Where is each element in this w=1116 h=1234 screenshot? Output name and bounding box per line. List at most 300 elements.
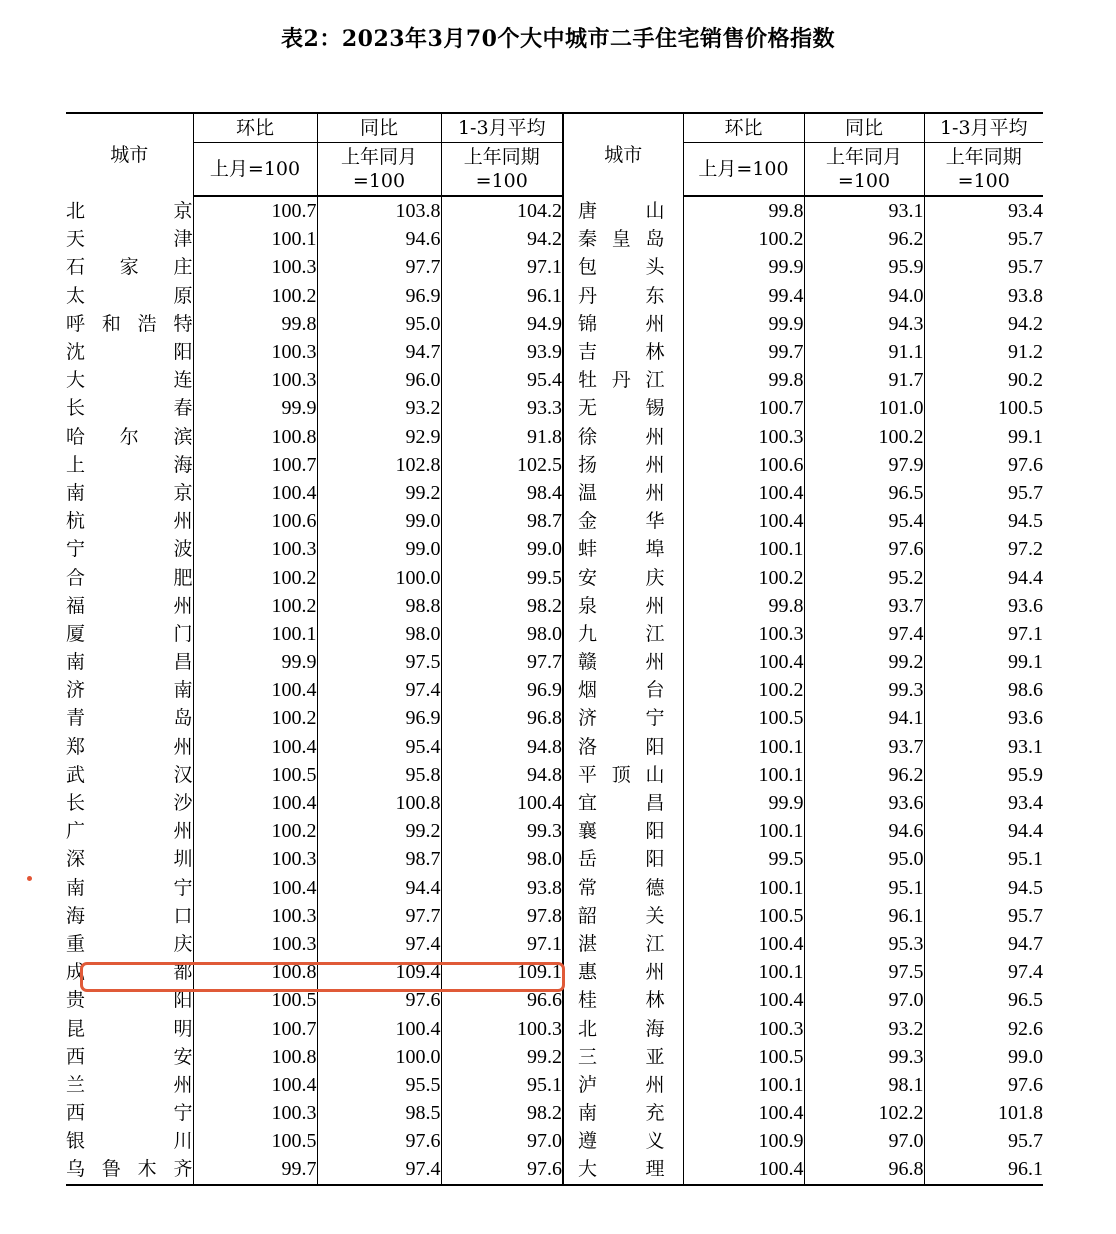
avg-cell: 96.6 (441, 986, 563, 1014)
mom-cell: 100.1 (683, 535, 804, 563)
yoy-cell: 95.2 (804, 563, 924, 591)
city-cell: 安庆 (563, 563, 683, 591)
yoy-column-header: 同比 (317, 113, 441, 143)
mom-cell: 100.3 (193, 535, 317, 563)
city-cell: 大理 (563, 1155, 683, 1184)
city-cell: 洛阳 (563, 733, 683, 761)
yoy-cell: 95.0 (317, 310, 441, 338)
avg-cell: 92.6 (924, 1014, 1043, 1042)
mom-cell: 100.1 (683, 761, 804, 789)
avg-cell: 97.6 (441, 1155, 563, 1184)
yoy-cell: 94.4 (317, 874, 441, 902)
city-cell: 贵阳 (66, 989, 193, 1012)
mom-cell: 99.8 (683, 196, 804, 225)
city-cell: 西安 (66, 1045, 193, 1068)
avg-cell: 96.5 (924, 986, 1043, 1014)
red-dot-marker (27, 876, 32, 881)
city-cell: 韶关 (563, 902, 683, 930)
yoy-cell: 98.1 (804, 1071, 924, 1099)
yoy-cell: 92.9 (317, 423, 441, 451)
city-cell: 天津 (66, 228, 193, 251)
city-cell: 宁波 (66, 538, 193, 561)
mom-cell: 100.2 (683, 676, 804, 704)
yoy-cell: 99.3 (804, 676, 924, 704)
city-cell: 合肥 (66, 566, 193, 589)
mom-cell: 99.9 (683, 310, 804, 338)
avg-cell: 94.2 (924, 310, 1043, 338)
table-row (66, 1099, 1043, 1127)
yoy-cell: 94.1 (804, 704, 924, 732)
city-cell: 包头 (563, 253, 683, 281)
city-cell: 惠州 (563, 958, 683, 986)
yoy-cell: 94.0 (804, 282, 924, 310)
mom-cell: 100.8 (193, 1043, 317, 1071)
table-row (66, 620, 1043, 648)
table-row (66, 761, 1043, 789)
mom-cell: 99.8 (683, 366, 804, 394)
yoy-cell: 99.0 (317, 535, 441, 563)
mom-cell: 100.7 (193, 451, 317, 479)
yoy-cell: 96.0 (317, 366, 441, 394)
city-cell: 青岛 (66, 707, 193, 730)
avg-cell: 95.7 (924, 902, 1043, 930)
mom-cell: 100.4 (683, 930, 804, 958)
avg-cell: 95.7 (924, 479, 1043, 507)
table-row (66, 1014, 1043, 1042)
mom-cell: 100.7 (193, 1014, 317, 1042)
city-cell: 徐州 (563, 423, 683, 451)
table-row (66, 1071, 1043, 1099)
table-row (66, 874, 1043, 902)
avg-cell: 99.0 (441, 535, 563, 563)
city-cell: 牡丹江 (563, 366, 683, 394)
yoy-cell: 93.2 (317, 394, 441, 422)
yoy-cell: 97.7 (317, 253, 441, 281)
avg-cell: 91.8 (441, 423, 563, 451)
yoy-cell: 101.0 (804, 394, 924, 422)
avg-cell: 94.2 (441, 225, 563, 253)
table-row (66, 282, 1043, 310)
yoy-cell: 93.1 (804, 196, 924, 225)
city-cell: 南宁 (66, 876, 193, 899)
city-cell: 济南 (66, 679, 193, 702)
yoy-cell: 100.0 (317, 1043, 441, 1071)
mom-cell: 100.3 (683, 1014, 804, 1042)
yoy-cell: 95.0 (804, 845, 924, 873)
avg-cell: 94.5 (924, 874, 1043, 902)
avg-cell: 97.1 (441, 253, 563, 281)
yoy-cell: 96.8 (804, 1155, 924, 1184)
mom-cell: 100.5 (683, 1043, 804, 1071)
yoy-cell: 102.2 (804, 1099, 924, 1127)
yoy-cell: 100.2 (804, 423, 924, 451)
table-row (66, 789, 1043, 817)
mom-cell: 100.5 (193, 1127, 317, 1155)
avg-cell: 96.8 (441, 704, 563, 732)
yoy-cell: 93.7 (804, 733, 924, 761)
city-cell: 九江 (563, 620, 683, 648)
table-row (66, 338, 1043, 366)
avg-cell: 94.9 (441, 310, 563, 338)
yoy-cell: 100.8 (317, 789, 441, 817)
yoy-cell: 94.3 (804, 310, 924, 338)
city-cell: 锦州 (563, 310, 683, 338)
yoy-cell: 94.6 (317, 225, 441, 253)
city-cell: 广州 (66, 820, 193, 843)
avg-cell: 93.3 (441, 394, 563, 422)
avg-cell: 94.8 (441, 761, 563, 789)
mom-cell: 100.1 (683, 733, 804, 761)
avg-cell: 95.7 (924, 225, 1043, 253)
table-row (66, 986, 1043, 1014)
mom-cell: 100.1 (683, 958, 804, 986)
yoy-cell: 98.0 (317, 620, 441, 648)
city-cell: 遵义 (563, 1127, 683, 1155)
city-cell: 常德 (563, 874, 683, 902)
city-cell: 大连 (66, 369, 193, 392)
table-row (66, 1043, 1043, 1071)
mom-cell: 100.7 (193, 196, 317, 225)
city-cell: 丹东 (563, 282, 683, 310)
avg-cell: 99.2 (441, 1043, 563, 1071)
mom-column-header: 环比 (193, 113, 317, 143)
avg-cell: 93.8 (924, 282, 1043, 310)
avg-cell: 98.0 (441, 620, 563, 648)
avg-cell: 96.1 (924, 1155, 1043, 1184)
mom-cell: 99.9 (683, 789, 804, 817)
mom-cell: 100.3 (683, 423, 804, 451)
city-cell: 桂林 (563, 986, 683, 1014)
yoy-cell: 96.9 (317, 282, 441, 310)
yoy-cell: 100.4 (317, 1014, 441, 1042)
yoy-cell: 99.2 (804, 648, 924, 676)
table-row (66, 733, 1043, 761)
avg-cell: 94.5 (924, 507, 1043, 535)
avg-cell: 97.4 (924, 958, 1043, 986)
city-cell: 温州 (563, 479, 683, 507)
city-cell: 北京 (66, 199, 193, 222)
yoy-cell: 96.9 (317, 704, 441, 732)
yoy-cell: 97.5 (317, 648, 441, 676)
avg-cell: 94.4 (924, 817, 1043, 845)
avg-cell: 98.2 (441, 592, 563, 620)
table-title: 表2：2023年3月70个大中城市二手住宅销售价格指数 (281, 26, 835, 52)
table-row (66, 479, 1043, 507)
avg-cell: 102.5 (441, 451, 563, 479)
mom-cell: 99.7 (683, 338, 804, 366)
mom-cell: 99.8 (683, 592, 804, 620)
yoy-cell: 97.4 (317, 1155, 441, 1184)
table-row (66, 196, 1043, 225)
avg-cell: 99.3 (441, 817, 563, 845)
yoy-cell: 109.4 (317, 958, 441, 986)
mom-cell: 100.4 (683, 1155, 804, 1184)
city-cell: 兰州 (66, 1073, 193, 1096)
avg-cell: 93.4 (924, 196, 1043, 225)
avg-cell: 95.4 (441, 366, 563, 394)
yoy-base-header: 上年同月=100 (340, 146, 417, 192)
city-cell: 哈尔滨 (66, 425, 193, 448)
avg-cell: 97.0 (441, 1127, 563, 1155)
city-cell: 武汉 (66, 763, 193, 786)
mom-cell: 100.2 (193, 563, 317, 591)
table-row (66, 225, 1043, 253)
mom-cell: 100.3 (193, 1099, 317, 1127)
city-cell: 沈阳 (66, 341, 193, 364)
mom-cell: 100.4 (683, 986, 804, 1014)
avg-cell: 99.1 (924, 648, 1043, 676)
city-cell: 秦皇岛 (563, 225, 683, 253)
mom-cell: 100.4 (193, 479, 317, 507)
avg-cell: 97.1 (441, 930, 563, 958)
mom-cell: 100.2 (193, 282, 317, 310)
yoy-cell: 98.8 (317, 592, 441, 620)
avg-cell: 91.2 (924, 338, 1043, 366)
city-cell: 福州 (66, 594, 193, 617)
mom-cell: 100.3 (193, 366, 317, 394)
mom-cell: 100.8 (193, 423, 317, 451)
avg-cell: 100.4 (441, 789, 563, 817)
yoy-cell: 94.7 (317, 338, 441, 366)
avg-cell: 98.2 (441, 1099, 563, 1127)
city-cell: 石家庄 (66, 256, 193, 279)
avg-column-header-right: 1-3月平均 (924, 113, 1043, 143)
avg-cell: 93.8 (441, 874, 563, 902)
mom-base-header: 上月=100 (193, 143, 317, 197)
avg-base-header: 上年同期=100 (463, 146, 540, 192)
mom-cell: 100.7 (683, 394, 804, 422)
yoy-cell: 93.6 (804, 789, 924, 817)
mom-cell: 100.8 (193, 958, 317, 986)
yoy-cell: 95.3 (804, 930, 924, 958)
yoy-cell: 99.3 (804, 1043, 924, 1071)
mom-cell: 100.3 (193, 902, 317, 930)
avg-cell: 97.2 (924, 535, 1043, 563)
avg-cell: 109.1 (441, 958, 563, 986)
avg-cell: 95.1 (924, 845, 1043, 873)
avg-cell: 93.1 (924, 733, 1043, 761)
city-cell: 银川 (66, 1130, 193, 1153)
city-cell: 烟台 (563, 676, 683, 704)
yoy-cell: 97.5 (804, 958, 924, 986)
city-cell: 唐山 (563, 196, 683, 225)
avg-cell: 90.2 (924, 366, 1043, 394)
avg-cell: 100.5 (924, 394, 1043, 422)
avg-cell: 93.4 (924, 789, 1043, 817)
table-row (66, 676, 1043, 704)
mom-cell: 99.5 (683, 845, 804, 873)
yoy-cell: 95.8 (317, 761, 441, 789)
city-cell: 蚌埠 (563, 535, 683, 563)
avg-cell: 94.4 (924, 563, 1043, 591)
avg-cell: 100.3 (441, 1014, 563, 1042)
mom-cell: 100.5 (193, 986, 317, 1014)
mom-cell: 100.4 (193, 874, 317, 902)
avg-cell: 94.7 (924, 930, 1043, 958)
mom-cell: 99.8 (193, 310, 317, 338)
table-row (66, 535, 1043, 563)
mom-cell: 100.2 (683, 225, 804, 253)
mom-cell: 99.4 (683, 282, 804, 310)
yoy-cell: 96.2 (804, 761, 924, 789)
table-row (66, 366, 1043, 394)
yoy-cell: 97.0 (804, 986, 924, 1014)
mom-cell: 100.5 (683, 902, 804, 930)
avg-cell: 95.9 (924, 761, 1043, 789)
mom-cell: 100.3 (193, 338, 317, 366)
yoy-cell: 93.7 (804, 592, 924, 620)
yoy-cell: 91.1 (804, 338, 924, 366)
city-cell: 南充 (563, 1099, 683, 1127)
city-cell: 昆明 (66, 1017, 193, 1040)
yoy-cell: 96.2 (804, 225, 924, 253)
city-column-header-right: 城市 (563, 113, 683, 196)
avg-column-header: 1-3月平均 (441, 113, 563, 143)
city-cell: 吉林 (563, 338, 683, 366)
avg-cell: 96.9 (441, 676, 563, 704)
avg-cell: 95.7 (924, 1127, 1043, 1155)
yoy-cell: 95.1 (804, 874, 924, 902)
city-cell: 北海 (563, 1014, 683, 1042)
avg-cell: 99.0 (924, 1043, 1043, 1071)
table-row (66, 845, 1043, 873)
avg-cell: 104.2 (441, 196, 563, 225)
mom-cell: 100.1 (193, 225, 317, 253)
mom-cell: 100.6 (193, 507, 317, 535)
avg-cell: 99.5 (441, 563, 563, 591)
city-cell: 上海 (66, 453, 193, 476)
mom-cell: 100.1 (683, 1071, 804, 1099)
city-cell: 泉州 (563, 592, 683, 620)
avg-cell: 97.6 (924, 1071, 1043, 1099)
city-cell: 岳阳 (563, 845, 683, 873)
avg-cell: 93.6 (924, 592, 1043, 620)
mom-column-header-right: 环比 (683, 113, 804, 143)
table-body (66, 196, 1043, 1185)
yoy-cell: 97.4 (317, 930, 441, 958)
mom-cell: 100.4 (193, 733, 317, 761)
yoy-cell: 97.6 (804, 535, 924, 563)
table-row (66, 1127, 1043, 1155)
yoy-cell: 97.0 (804, 1127, 924, 1155)
mom-cell: 100.1 (683, 817, 804, 845)
avg-cell: 93.9 (441, 338, 563, 366)
city-cell: 南京 (66, 481, 193, 504)
mom-cell: 100.5 (683, 704, 804, 732)
table-row (66, 310, 1043, 338)
city-column-header: 城市 (110, 144, 149, 166)
yoy-cell: 95.4 (317, 733, 441, 761)
mom-cell: 100.2 (683, 563, 804, 591)
table-row (66, 902, 1043, 930)
mom-cell: 100.9 (683, 1127, 804, 1155)
yoy-cell: 95.9 (804, 253, 924, 281)
city-cell: 海口 (66, 904, 193, 927)
city-cell: 湛江 (563, 930, 683, 958)
avg-cell: 95.1 (441, 1071, 563, 1099)
mom-cell: 100.4 (683, 648, 804, 676)
avg-cell: 95.7 (924, 253, 1043, 281)
yoy-cell: 100.0 (317, 563, 441, 591)
mom-cell: 100.4 (193, 1071, 317, 1099)
avg-base-header-right: 上年同期=100 (945, 146, 1022, 192)
yoy-cell: 96.1 (804, 902, 924, 930)
yoy-cell: 94.6 (804, 817, 924, 845)
city-cell: 郑州 (66, 735, 193, 758)
yoy-cell: 96.5 (804, 479, 924, 507)
city-cell: 厦门 (66, 622, 193, 645)
mom-cell: 100.4 (683, 507, 804, 535)
city-cell: 赣州 (563, 648, 683, 676)
city-cell: 襄阳 (563, 817, 683, 845)
mom-cell: 100.3 (683, 620, 804, 648)
city-cell: 宜昌 (563, 789, 683, 817)
yoy-cell: 103.8 (317, 196, 441, 225)
mom-cell: 100.4 (193, 676, 317, 704)
mom-cell: 100.1 (193, 620, 317, 648)
city-cell: 金华 (563, 507, 683, 535)
yoy-cell: 98.7 (317, 845, 441, 873)
yoy-cell: 97.6 (317, 1127, 441, 1155)
price-index-table (66, 112, 1043, 1186)
avg-cell: 101.8 (924, 1099, 1043, 1127)
avg-cell: 96.1 (441, 282, 563, 310)
yoy-cell: 99.0 (317, 507, 441, 535)
city-cell: 平顶山 (563, 761, 683, 789)
table-row (66, 394, 1043, 422)
yoy-cell: 93.2 (804, 1014, 924, 1042)
avg-cell: 98.0 (441, 845, 563, 873)
mom-cell: 100.4 (683, 479, 804, 507)
city-cell: 乌鲁木齐 (66, 1158, 193, 1181)
mom-cell: 99.7 (193, 1155, 317, 1184)
mom-cell: 100.4 (683, 1099, 804, 1127)
yoy-cell: 97.7 (317, 902, 441, 930)
city-cell: 太原 (66, 284, 193, 307)
city-cell: 泸州 (563, 1071, 683, 1099)
table-row (66, 817, 1043, 845)
mom-cell: 100.4 (193, 789, 317, 817)
yoy-cell: 97.9 (804, 451, 924, 479)
city-cell: 三亚 (563, 1043, 683, 1071)
city-cell: 深圳 (66, 848, 193, 871)
mom-cell: 99.9 (683, 253, 804, 281)
avg-cell: 97.7 (441, 648, 563, 676)
table-row (66, 592, 1043, 620)
city-cell: 济宁 (563, 704, 683, 732)
avg-cell: 99.1 (924, 423, 1043, 451)
table-row (66, 507, 1043, 535)
city-cell: 杭州 (66, 510, 193, 533)
table-row (66, 958, 1043, 986)
yoy-cell: 97.6 (317, 986, 441, 1014)
mom-cell: 100.5 (193, 761, 317, 789)
avg-cell: 97.8 (441, 902, 563, 930)
mom-cell: 100.3 (193, 253, 317, 281)
mom-cell: 100.2 (193, 817, 317, 845)
yoy-column-header-right: 同比 (804, 113, 924, 143)
mom-cell: 99.9 (193, 394, 317, 422)
city-cell: 扬州 (563, 451, 683, 479)
city-cell: 长春 (66, 397, 193, 420)
table-row (66, 423, 1043, 451)
mom-base-header-right: 上月=100 (683, 143, 804, 197)
yoy-cell: 95.4 (804, 507, 924, 535)
mom-cell: 99.9 (193, 648, 317, 676)
city-cell: 重庆 (66, 932, 193, 955)
yoy-cell: 97.4 (317, 676, 441, 704)
yoy-cell: 99.2 (317, 479, 441, 507)
